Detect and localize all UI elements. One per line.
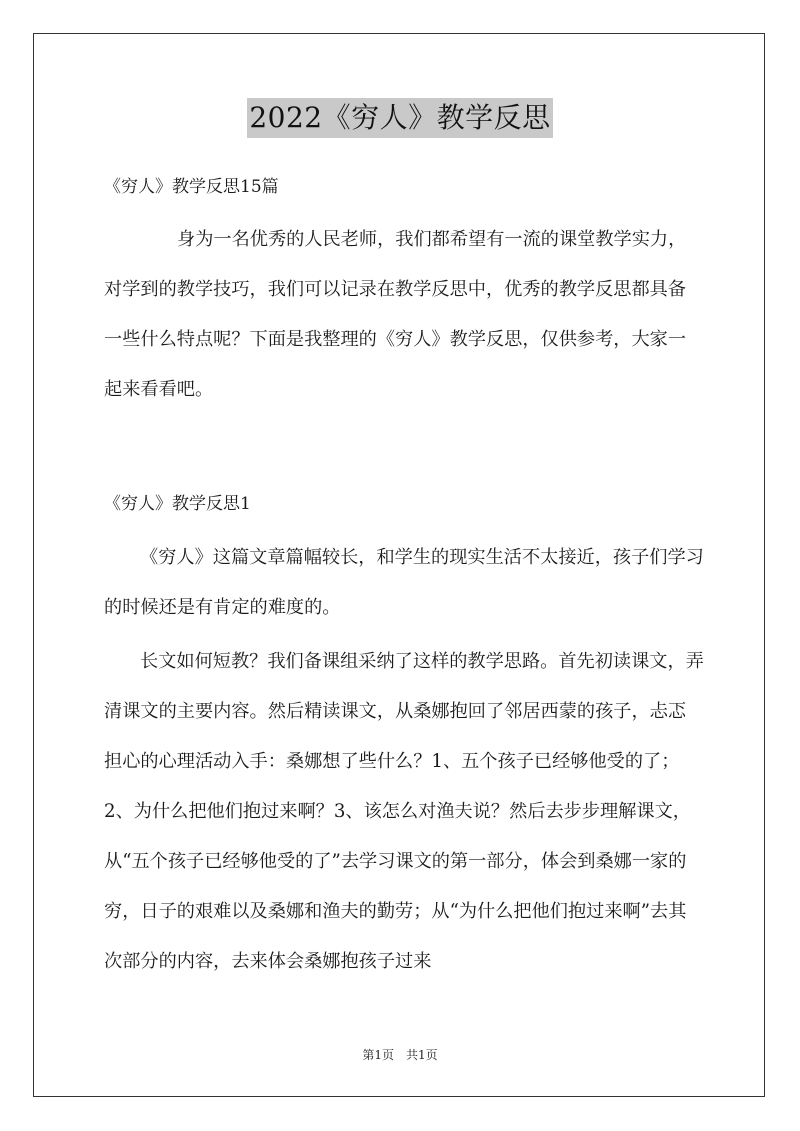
- section-heading: 《穷人》教学反思1: [104, 494, 251, 514]
- document-subtitle: 《穷人》教学反思15篇: [104, 177, 279, 197]
- document-title: 2022《穷人》教学反思: [247, 98, 552, 138]
- intro-paragraph: 身为一名优秀的人民老师，我们都希望有一流的课堂教学实力，对学到的教学技巧，我们可以记录在教学反思中，优秀的教学反思都具备一些什么特点呢？下面是我整理的《穷人》教学反思，仅供参考，大家一起来看看吧。: [104, 229, 687, 400]
- body-paragraph-2: 长文如何短教？我们备课组采纳了这样的教学思路。首先初读课文，弄清课文的主要内容。然后精读课文，从桑娜抱回了邻居西蒙的孩子，忐忑担心的心理活动入手：桑娜想了些什么？1、五个孩子已经够他受的了；2、为什么把他们抱过来啊？3、该怎么对渔夫说？然后去步步理解课文，从“五个孩子已经够他受的了”去学习课文的第一部分，体会到桑娜一家的穷，日子的艰难以及桑娜和渔夫的勤劳；从“为什么把他们抱过来啊”去其次部分的内容，去来体会桑娜抱孩子过来: [104, 651, 704, 972]
- page-footer: 第1页 共1页: [362, 1048, 438, 1062]
- body-paragraph-1: 《穷人》这篇文章篇幅较长，和学生的现实生活不太接近，孩子们学习的时候还是有肯定的难度的。: [104, 547, 704, 618]
- title-container: [0, 98, 800, 138]
